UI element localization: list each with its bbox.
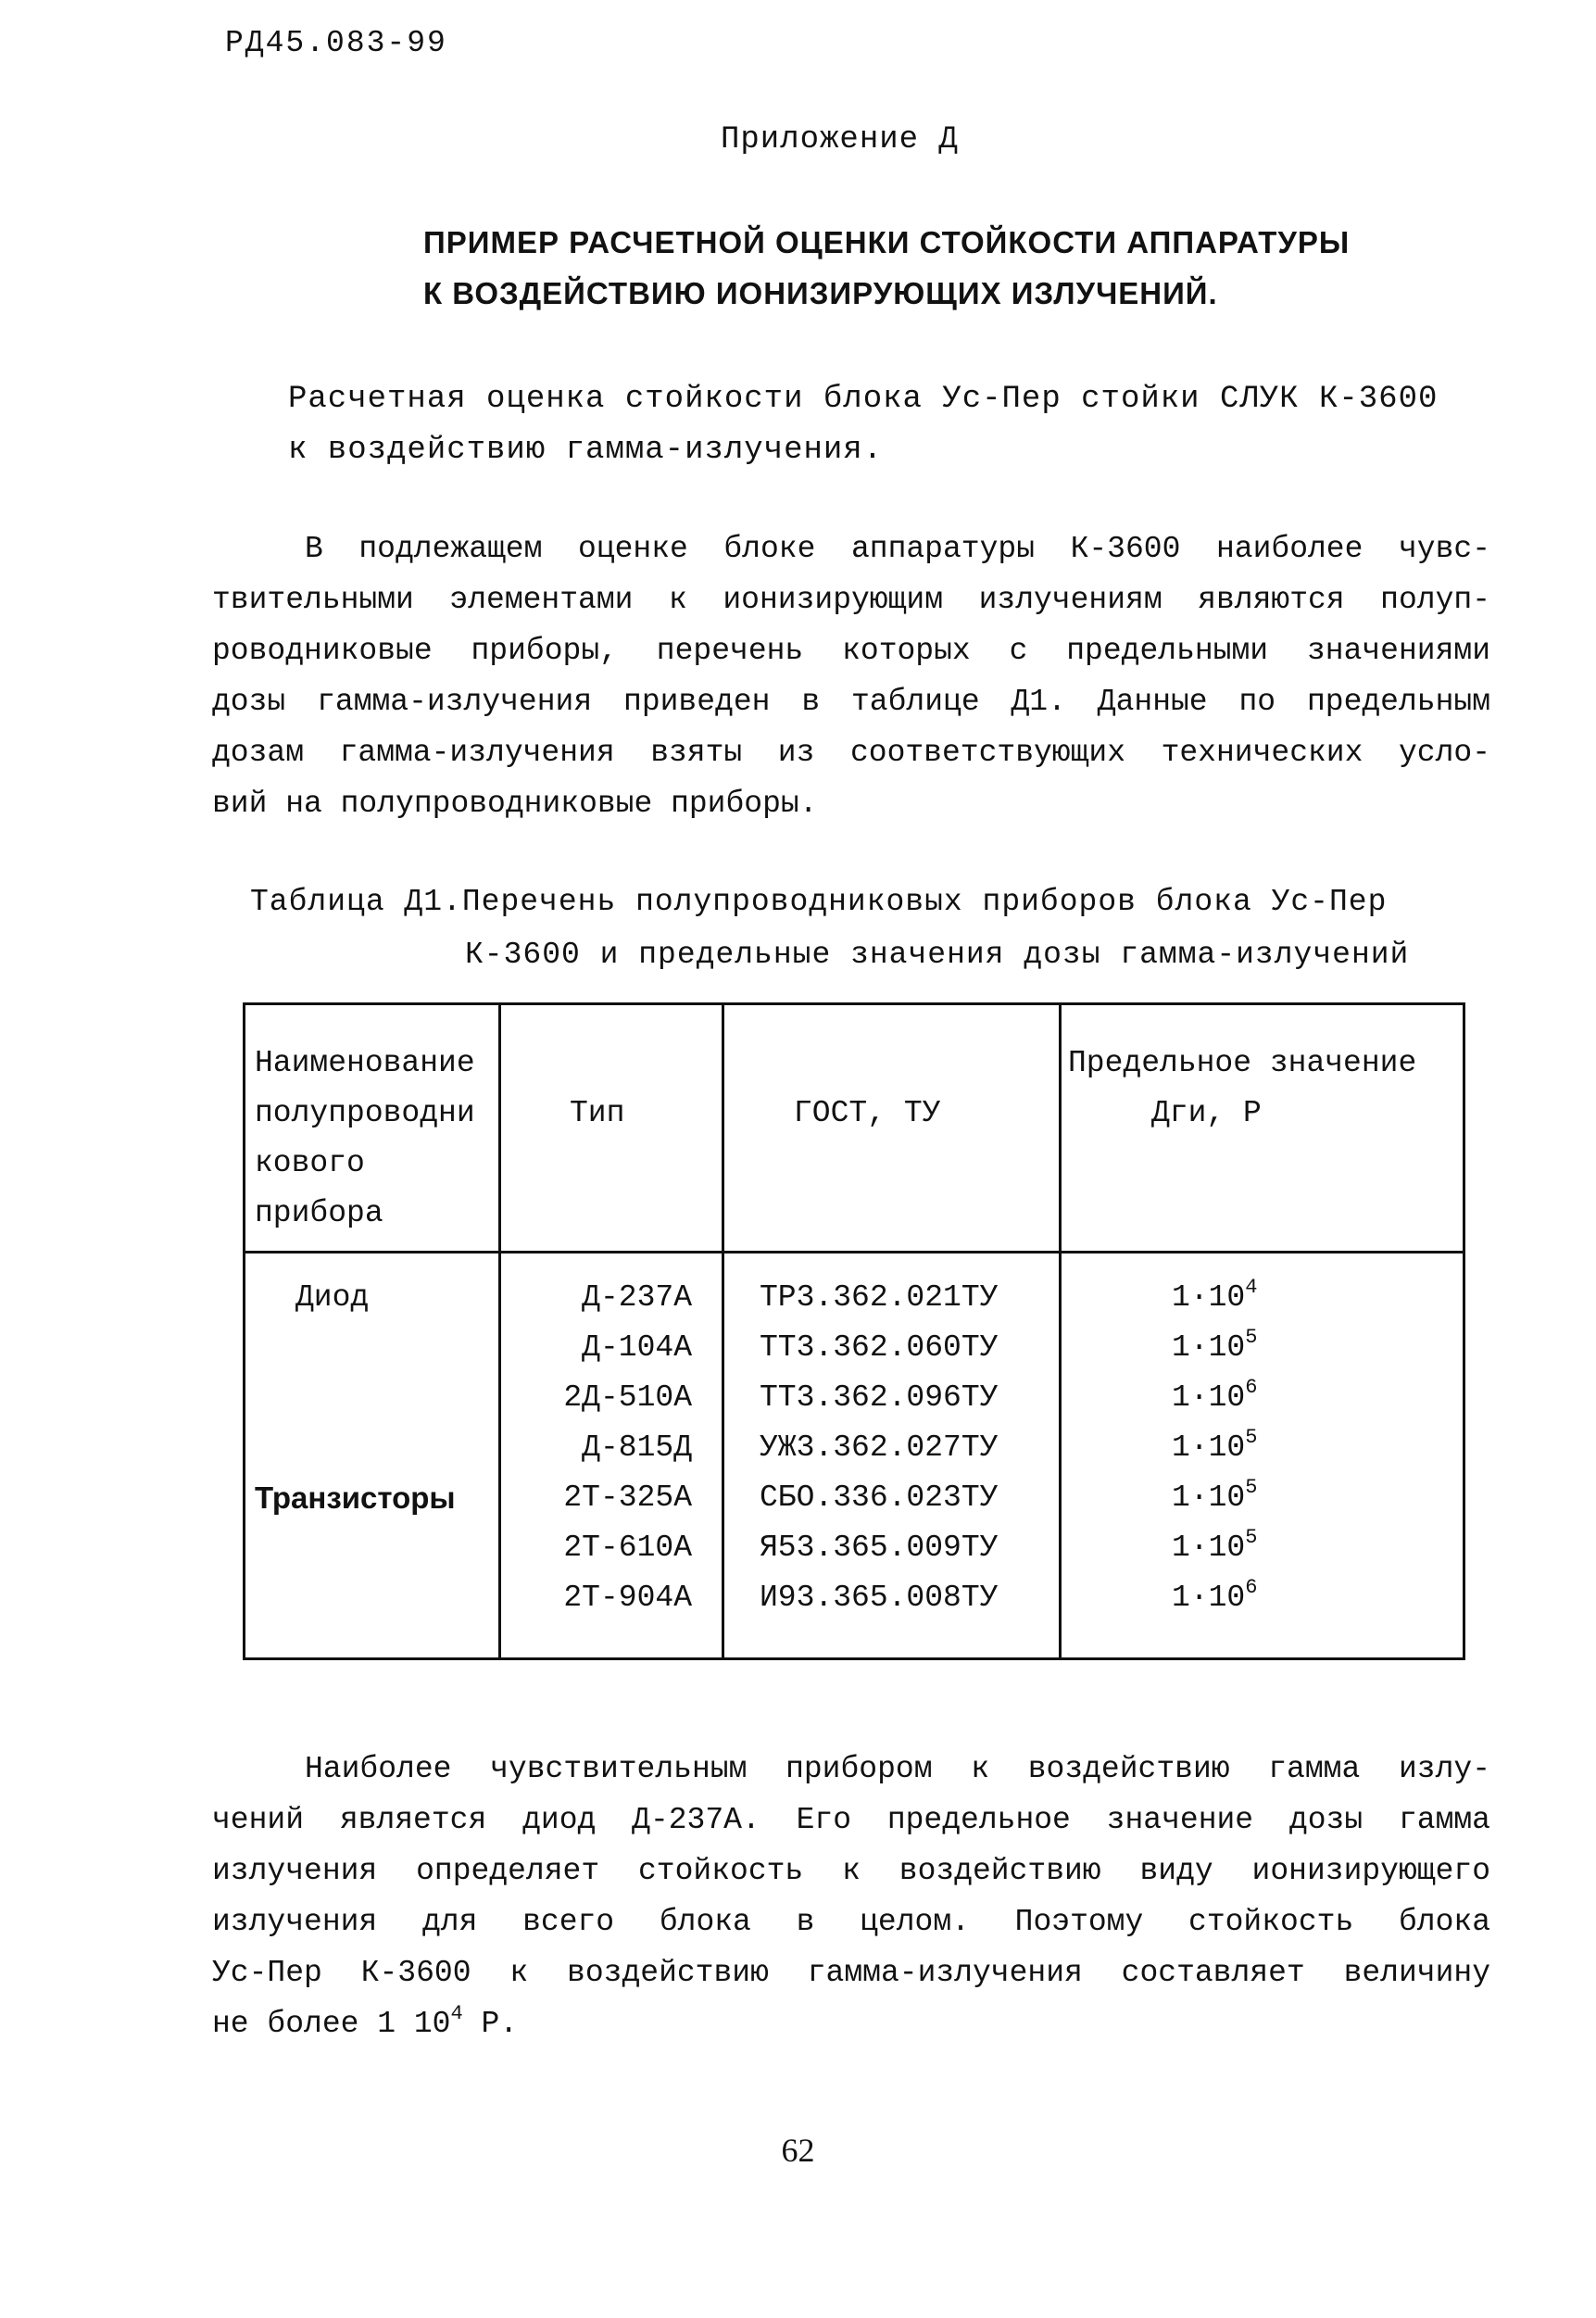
cell-type: Д-104А — [582, 1330, 692, 1365]
appendix-title-line-1: ПРИМЕР РАСЧЕТНОЙ ОЦЕНКИ СТОЙКОСТИ АППАРАТУРЫ — [423, 225, 1351, 259]
table-column-divider — [722, 1005, 724, 1657]
cell-type: 2Т-904А — [563, 1581, 692, 1615]
limit-mantissa: 1·10 — [1172, 1380, 1246, 1415]
appendix-title-line-2: К ВОЗДЕЙСТВИЮ ИОНИЗИРУЮЩИХ ИЗЛУЧЕНИЙ. — [423, 276, 1218, 310]
header-type: Тип — [570, 1096, 625, 1130]
header-gost: ГОСТ, ТУ — [794, 1096, 941, 1130]
cell-type: 2Т-325А — [563, 1480, 692, 1515]
cell-limit — [1172, 1473, 1257, 1523]
header-limit — [1068, 1039, 1416, 1139]
limit-mantissa: 1·10 — [1172, 1531, 1246, 1565]
conclusion-paragraph-line: Ус-Пер К-3600 к воздействию гамма-излучения составляет величину — [212, 1956, 1490, 1990]
group-label-transistors: Транзисторы — [255, 1480, 456, 1515]
table-caption-line-2: К-3600 и предельные значения дозы гамма-излучений — [465, 938, 1410, 972]
limit-mantissa: 1·10 — [1172, 1330, 1246, 1365]
header-name-line: прибора — [255, 1196, 383, 1230]
header-name — [255, 1039, 475, 1239]
cell-gost: СБО.336.023ТУ — [760, 1480, 999, 1515]
intro-paragraph-line: твительными элементами к ионизирующим излучениям являются полуп- — [212, 583, 1490, 617]
limit-mantissa: 1·10 — [1172, 1480, 1246, 1515]
header-name-line: Наименование — [255, 1046, 475, 1080]
cell-gost: ТТ3.362.096ТУ — [760, 1380, 999, 1415]
limit-exponent: 4 — [1245, 1276, 1258, 1299]
conclusion-last-line-text: не более 1 10 — [212, 2007, 451, 2041]
cell-limit — [1172, 1423, 1257, 1473]
cell-limit — [1172, 1573, 1257, 1623]
table-header-divider — [245, 1251, 1463, 1253]
limit-exponent: 6 — [1245, 1576, 1258, 1599]
section-subtitle-line-2: к воздействию гамма-излучения. — [288, 433, 884, 468]
cell-type: 2Д-510А — [563, 1380, 692, 1415]
conclusion-paragraph-line: излучения определяет стойкость к воздействию виду ионизирующего — [212, 1854, 1490, 1888]
table-column-divider — [498, 1005, 501, 1657]
limit-mantissa: 1·10 — [1172, 1430, 1246, 1465]
appendix-label: Приложение Д — [721, 122, 959, 157]
conclusion-exponent: 4 — [450, 2002, 463, 2025]
document-code: РД45.083-99 — [225, 26, 447, 60]
intro-paragraph-line: В подлежащем оценке блоке аппаратуры К-3600 наиболее чувс- — [305, 532, 1490, 566]
limit-exponent: 5 — [1245, 1326, 1258, 1349]
cell-limit — [1172, 1373, 1257, 1423]
limit-mantissa: 1·10 — [1172, 1280, 1246, 1315]
table-column-divider — [1059, 1005, 1062, 1657]
cell-gost: УЖ3.362.027ТУ — [760, 1430, 999, 1465]
limit-exponent: 5 — [1245, 1426, 1258, 1449]
conclusion-paragraph — [212, 1744, 1490, 2049]
conclusion-paragraph-last-line — [212, 1998, 1490, 2049]
conclusion-paragraph-line: Наиболее чувствительным прибором к воздействию гамма излу- — [305, 1752, 1490, 1786]
cell-gost: И93.365.008ТУ — [760, 1581, 999, 1615]
cell-limit — [1172, 1273, 1257, 1323]
conclusion-paragraph-line: чений является диод Д-237А. Его предельное значение дозы гамма — [212, 1803, 1490, 1837]
page-number: 62 — [781, 2132, 815, 2169]
cell-type: Д-237А — [582, 1280, 692, 1315]
limit-exponent: 5 — [1245, 1526, 1258, 1549]
header-name-line: кового — [255, 1146, 365, 1180]
intro-paragraph-line: дозы гамма-излучения приведен в таблице Д1. Данные по предельным — [212, 685, 1490, 719]
table-caption-line-1: Таблица Д1.Перечень полупроводниковых приборов блока Ус-Пер — [250, 885, 1388, 919]
header-limit-line: Дги, Р — [1151, 1096, 1262, 1130]
limit-exponent: 5 — [1245, 1476, 1258, 1499]
intro-paragraph — [212, 523, 1490, 829]
limit-exponent: 6 — [1245, 1376, 1258, 1399]
cell-type: Д-815Д — [582, 1430, 692, 1465]
header-limit-line: Предельное значение — [1068, 1046, 1417, 1080]
group-label-diode: Диод — [295, 1280, 370, 1315]
semiconductor-table — [243, 1002, 1465, 1660]
limit-mantissa: 1·10 — [1172, 1581, 1246, 1615]
section-subtitle-line-1: Расчетная оценка стойкости блока Ус-Пер стойки СЛУК К-3600 — [288, 382, 1439, 417]
cell-gost: ТТ3.362.060ТУ — [760, 1330, 999, 1365]
intro-paragraph-line: дозам гамма-излучения взяты из соответствующих технических усло- — [212, 736, 1490, 770]
cell-gost: ТР3.362.021ТУ — [760, 1280, 999, 1315]
intro-paragraph-line: вий на полупроводниковые приборы. — [212, 787, 818, 821]
cell-limit — [1172, 1523, 1257, 1573]
cell-gost: Я53.365.009ТУ — [760, 1531, 999, 1565]
conclusion-unit: Р. — [462, 2007, 519, 2041]
conclusion-paragraph-line: излучения для всего блока в целом. Поэтому стойкость блока — [212, 1905, 1490, 1939]
intro-paragraph-line: роводниковые приборы, перечень которых с предельными значениями — [212, 634, 1490, 668]
cell-type: 2Т-610А — [563, 1531, 692, 1565]
header-name-line: полупроводни — [255, 1096, 475, 1130]
cell-limit — [1172, 1323, 1257, 1373]
